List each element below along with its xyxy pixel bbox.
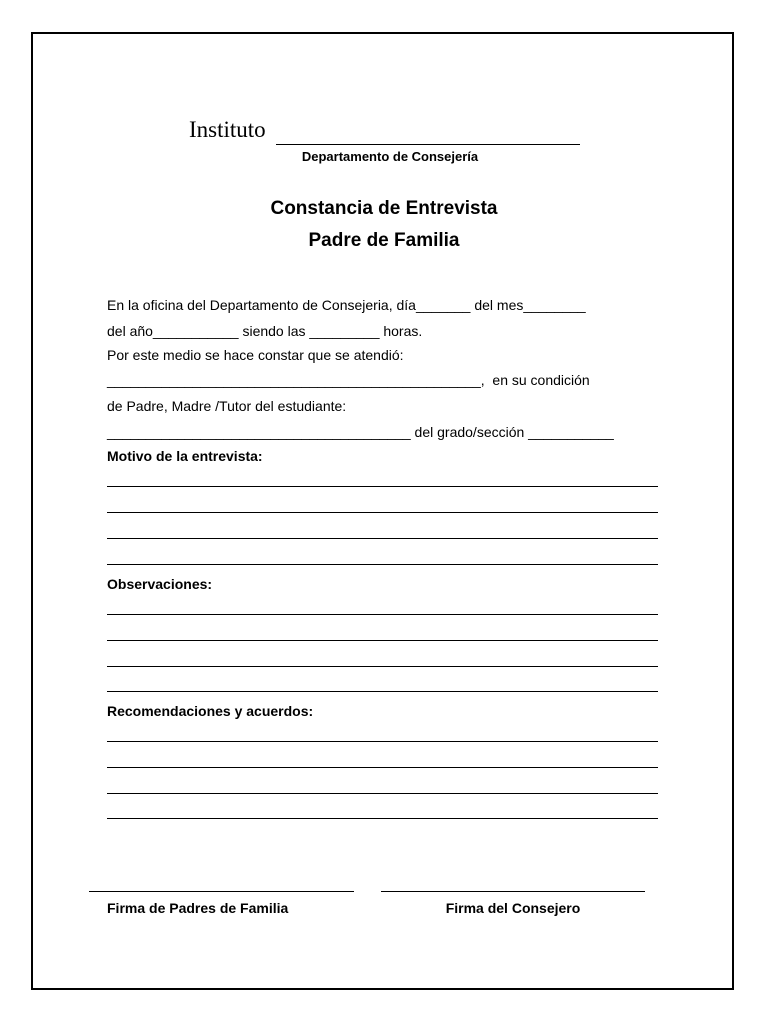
recomendaciones-line-1	[107, 741, 658, 742]
counselor-signature-label: Firma del Consejero	[445, 900, 581, 916]
parents-signature-line	[89, 891, 354, 892]
section-motivo-heading: Motivo de la entrevista:	[107, 448, 263, 464]
intro-line-date: En la oficina del Departamento de Consejeria, día_______ del mes________	[107, 297, 586, 313]
institute-label: Instituto	[189, 117, 266, 142]
observaciones-line-4	[107, 691, 658, 692]
motivo-line-2	[107, 512, 658, 513]
section-observaciones-heading: Observaciones:	[107, 576, 213, 592]
recomendaciones-line-4	[107, 818, 658, 819]
observaciones-line-3	[107, 666, 658, 667]
page-border	[31, 32, 734, 990]
parents-signature-label: Firma de Padres de Familia	[107, 900, 289, 916]
document-title: Constancia de Entrevista	[270, 198, 498, 219]
motivo-line-4	[107, 564, 658, 565]
recomendaciones-line-2	[107, 767, 658, 768]
intro-line-role: de Padre, Madre /Tutor del estudiante:	[107, 398, 347, 414]
intro-line-attended: Por este medio se hace constar que se atendió:	[107, 347, 404, 363]
department-name: Departamento de Consejería	[301, 149, 479, 164]
section-recomendaciones-heading: Recomendaciones y acuerdos:	[107, 703, 314, 719]
motivo-line-1	[107, 486, 658, 487]
observaciones-line-2	[107, 640, 658, 641]
intro-line-year-hour: del año___________ siendo las _________ horas.	[107, 323, 423, 339]
recomendaciones-line-3	[107, 793, 658, 794]
intro-line-name-blank: ________________________________________________, en su condición	[107, 372, 590, 388]
motivo-line-3	[107, 538, 658, 539]
intro-line-student-grade: _______________________________________ del grado/sección ___________	[107, 424, 614, 440]
institute-name-blank	[276, 144, 580, 145]
observaciones-line-1	[107, 614, 658, 615]
counselor-signature-line	[381, 891, 645, 892]
document-subtitle: Padre de Familia	[308, 230, 460, 251]
